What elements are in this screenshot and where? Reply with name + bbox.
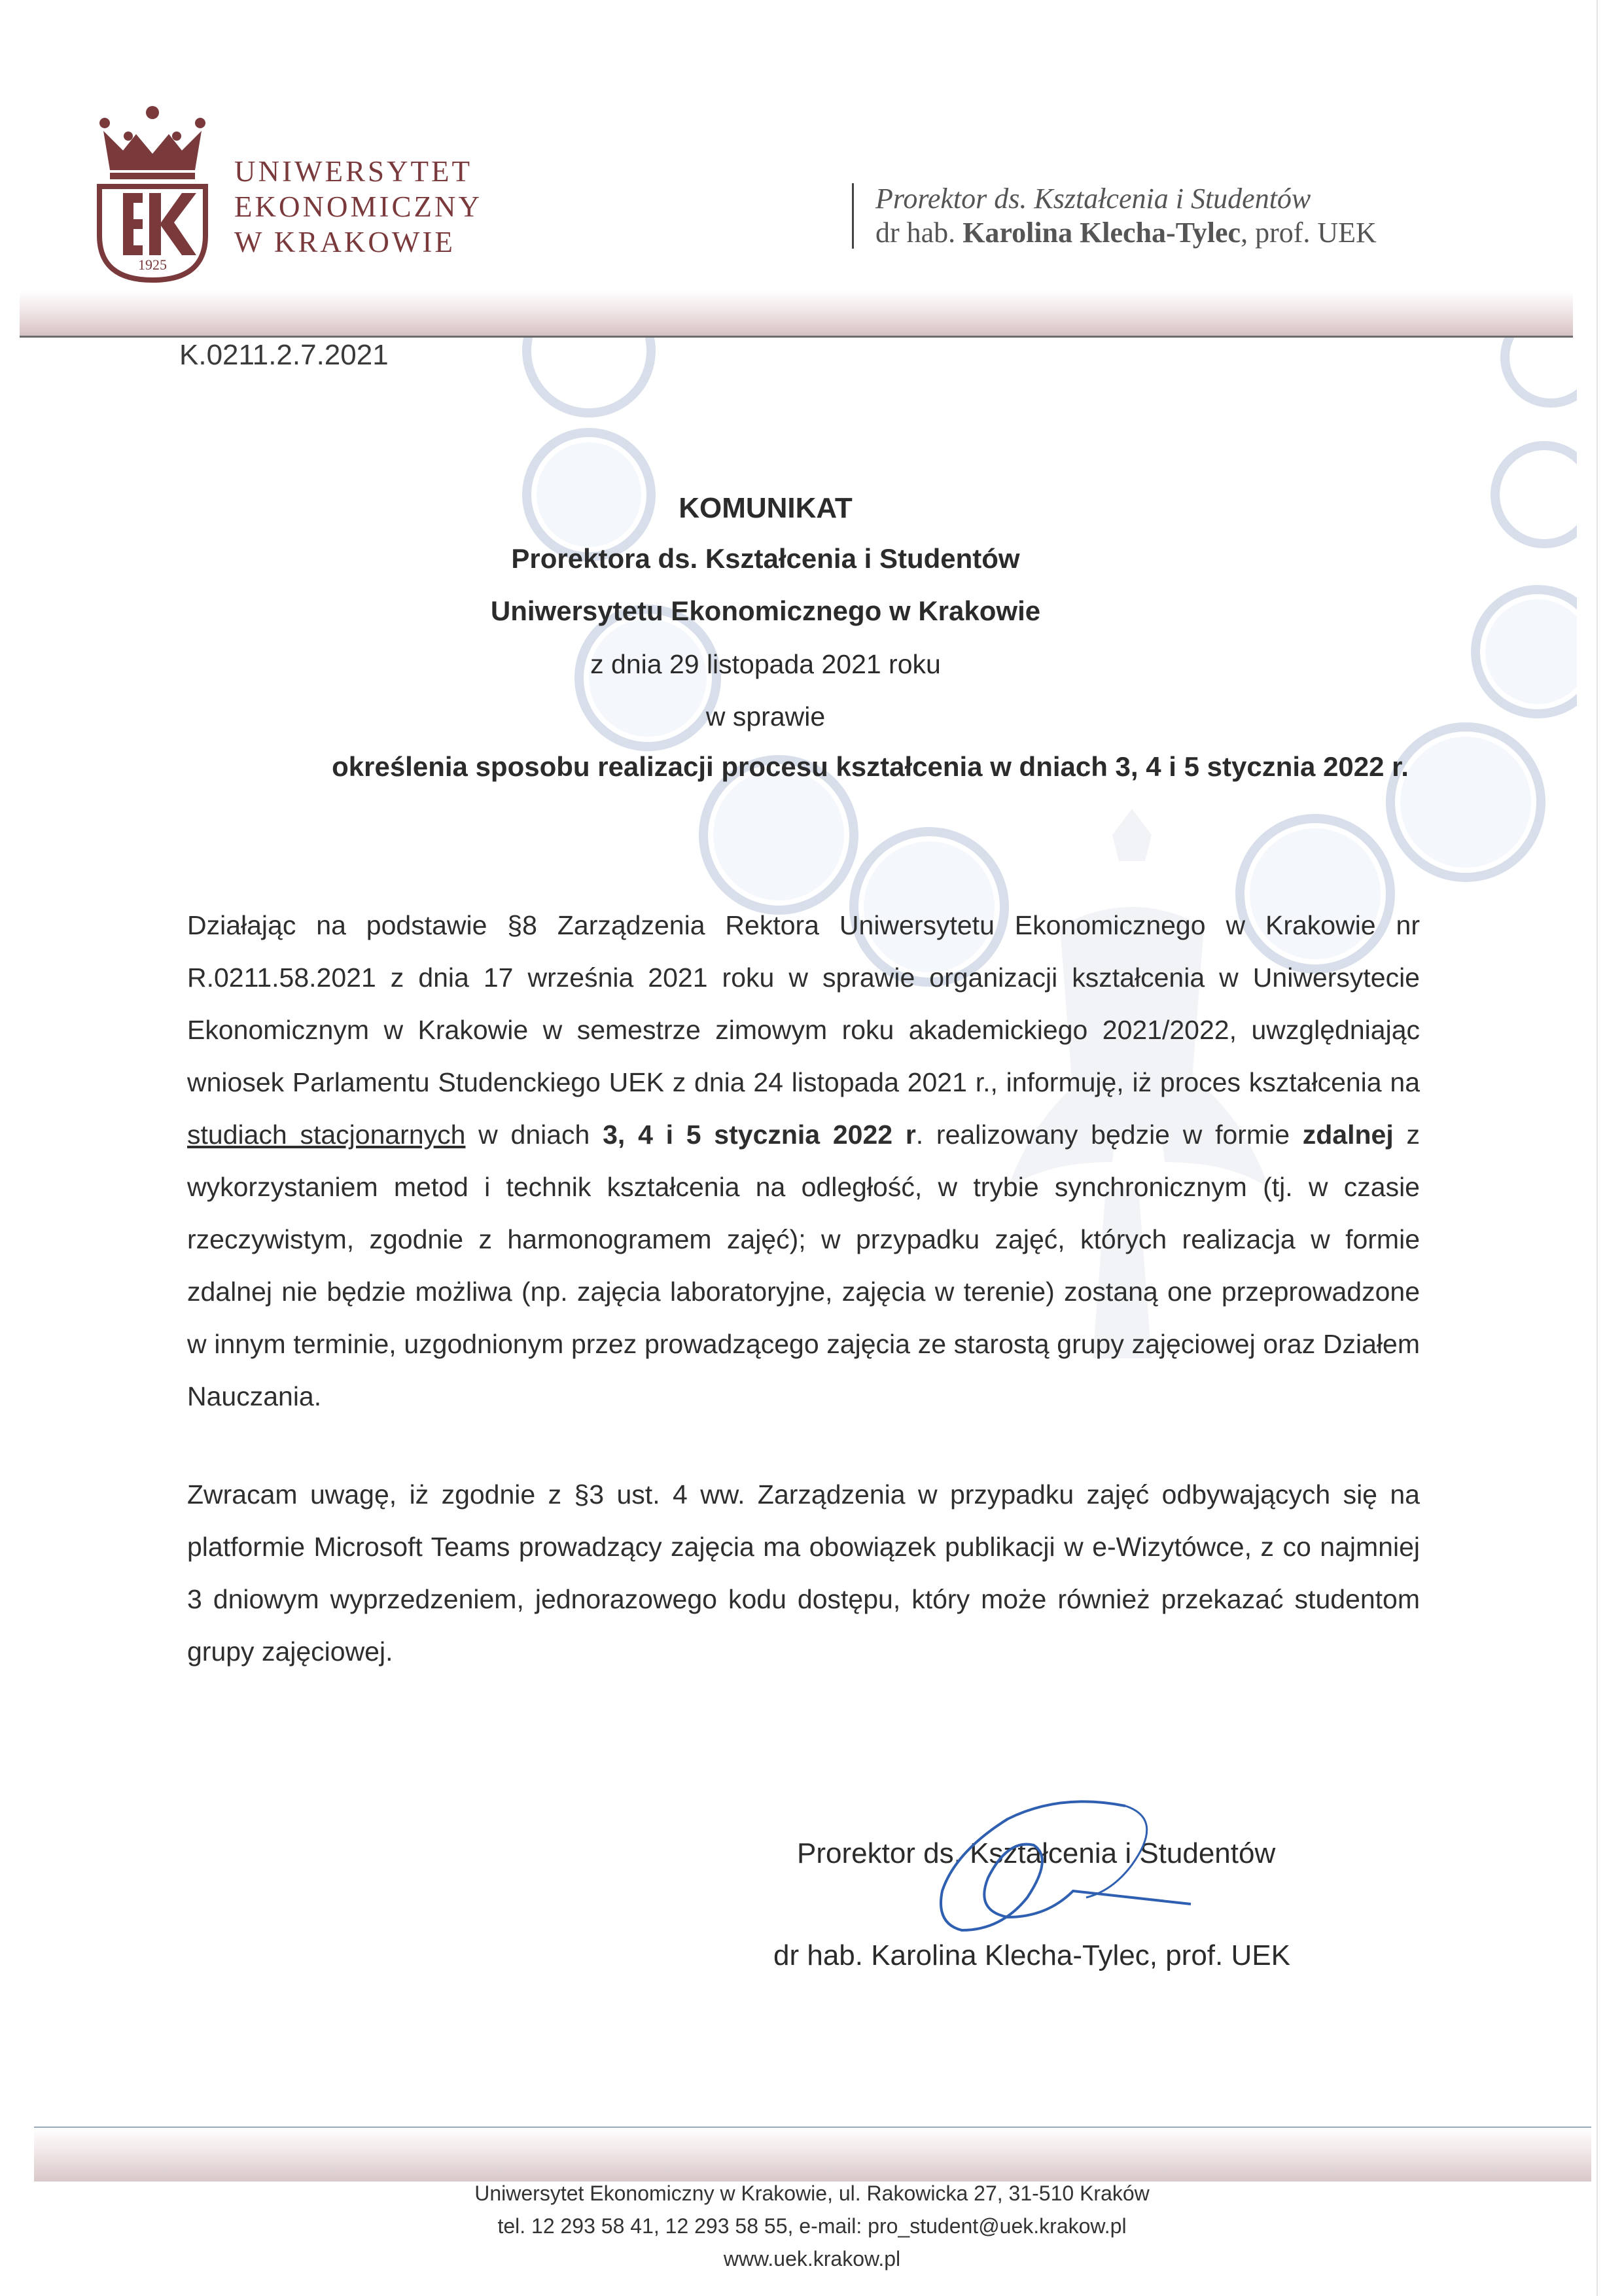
document-in-matter: w sprawie <box>705 701 826 732</box>
p1-underlined: studiach stacjonarnych <box>187 1120 466 1150</box>
p1-part1: Działając na podstawie §8 Zarządzenia Rektora Uniwersytetu Ekonomicznego w Krakowie nr R.0211.58.2021 z dnia 17 września 2021 roku w sprawie organizacji kształcenia w Uniwersytecie Ekonomicznym w Krakowie w semestrze zimowym roku akademickiego 2021/2022, uwzględniając wniosek Parlamentu Studenckiego UEK z dnia 24 listopada 2021 r., informuję, iż proces kształcenia na <box>187 910 1420 1097</box>
header-name <box>875 216 1377 249</box>
header-rule <box>20 336 1573 338</box>
p1-bold-dates: 3, 4 i 5 stycznia 2022 r <box>603 1120 916 1150</box>
p1-part4: z wykorzystaniem metod i technik kształcenia na odległość, w trybie synchronicznym (tj. w czasie rzeczywistym, zgodnie z harmonogramem zajęć); w przypadku zajęć, których realizacja w formie zdalnej nie będzie możliwa (np. zajęcia laboratoryjne, zajęcia w terenie) zostaną one przeprowadzone w innym terminie, uzgodnionym przez prowadzącego zajęcia ze starostą grupy zajęciowej oraz Działem Nauczania. <box>187 1120 1420 1411</box>
header-band <box>20 291 1573 336</box>
header-name-bold: Karolina Klecha-Tylec <box>962 217 1241 249</box>
p1-bold-mode: zdalnej <box>1302 1120 1394 1150</box>
footer-contact: tel. 12 293 58 41, 12 293 58 55, e-mail: pro_student@uek.krakow.pl <box>497 2214 1127 2238</box>
document-date: z dnia 29 listopada 2021 roku <box>590 649 941 679</box>
header-divider <box>852 183 854 249</box>
logo-year: 1925 <box>138 256 167 273</box>
logo-text-line2: EKONOMICZNY <box>234 190 482 223</box>
logo-text-line1: UNIWERSYTET <box>234 155 472 188</box>
footer-address: Uniwersytet Ekonomiczny w Krakowie, ul. Rakowicka 27, 31-510 Kraków <box>474 2181 1150 2205</box>
logo-text-line3: W KRAKOWIE <box>234 226 455 258</box>
body-paragraph-1 <box>187 899 1420 1422</box>
signature-name: dr hab. Karolina Klecha-Tylec, prof. UEK <box>773 1939 1290 1971</box>
document-title: KOMUNIKAT <box>679 492 853 524</box>
body-paragraph-2: Zwracam uwagę, iż zgodnie z §3 ust. 4 ww. Zarządzenia w przypadku zajęć odbywających się na platformie Microsoft Teams prowadzący zajęcia ma obowiązek publikacji w e-Wizytówce, z co najmniej 3 dniowym wyprzedzeniem, jednorazowego kodu dostępu, który może również przekazać studentom grupy zajęciowej. <box>187 1479 1420 1667</box>
footer-band <box>34 2128 1591 2181</box>
footer-website-link[interactable]: www.uek.krakow.pl <box>723 2247 901 2270</box>
header-name-prefix: dr hab. <box>875 217 956 249</box>
reference-number: K.0211.2.7.2021 <box>179 339 389 371</box>
document-subject: określenia sposobu realizacji procesu kształcenia w dniach 3, 4 i 5 stycznia 2022 r. <box>332 751 1409 782</box>
university-logo-icon <box>97 105 208 283</box>
document-title-university: Uniwersytetu Ekonomicznego w Krakowie <box>490 595 1041 626</box>
document-title-issuer: Prorektora ds. Kształcenia i Studentów <box>511 543 1020 574</box>
p1-part2: w dniach <box>465 1120 603 1150</box>
scan-edge <box>1597 0 1598 2296</box>
p1-part3: . realizowany będzie w formie <box>915 1120 1303 1150</box>
header-role: Prorektor ds. Kształcenia i Studentów <box>875 183 1311 215</box>
header-name-suffix: , prof. UEK <box>1241 217 1377 249</box>
signature-role: Prorektor ds. Kształcenia i Studentów <box>797 1837 1276 1869</box>
handwritten-signature-icon <box>916 1793 1204 1950</box>
